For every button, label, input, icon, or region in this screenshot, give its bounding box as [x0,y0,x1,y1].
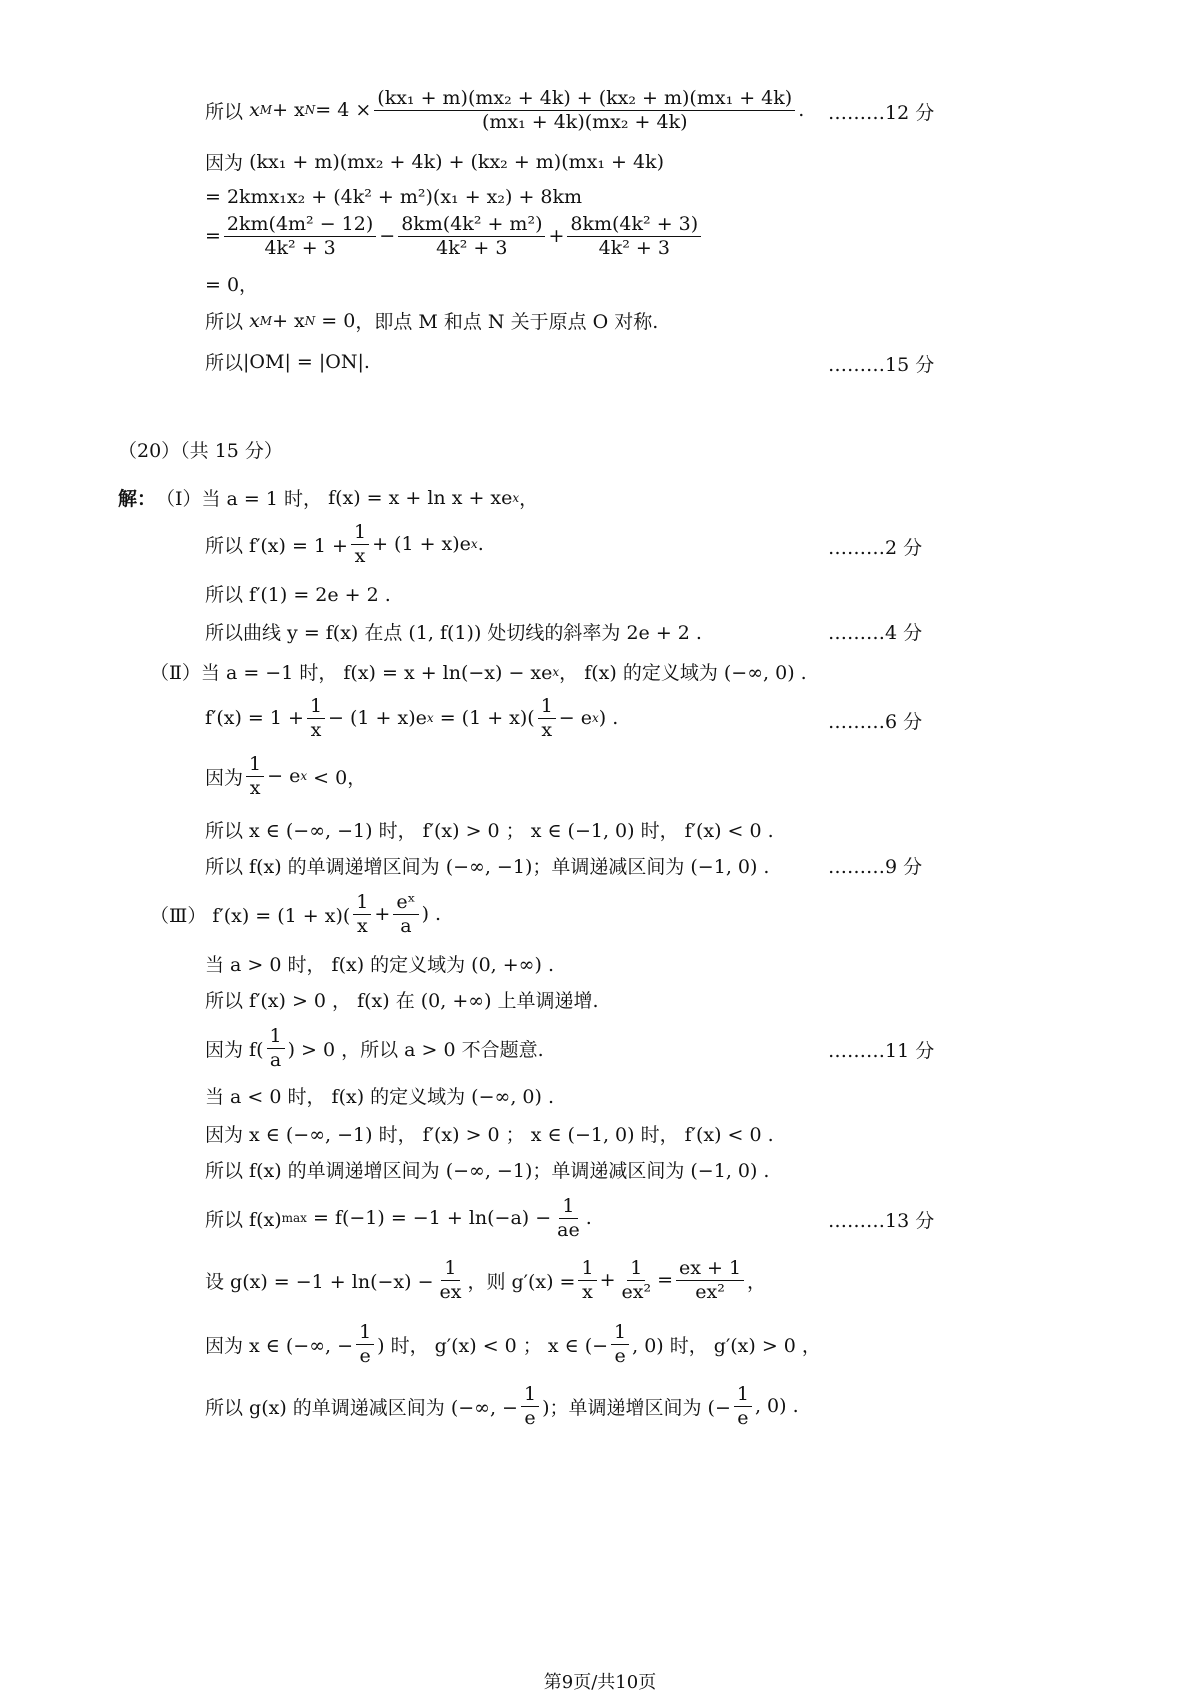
frac-1-over-ex2 [619,1258,655,1303]
frac-num: 1 [538,696,556,719]
frac-den: a [269,1048,282,1071]
frac-den: ex [439,1280,462,1303]
aneg-mono-line [205,1156,940,1183]
frac-term-1 [224,214,376,259]
lt-zero: < 0， [313,766,367,789]
g-sign-line [205,1322,940,1367]
frac-den: e [359,1344,371,1367]
fmax-a: 所以 f(x) [205,1208,282,1231]
mono2-text: 所以 f(x) 的单调递增区间为 (−∞, −1)；单调递减区间为 (−1, 0) . [205,856,770,878]
eq-4-times: = 4 × [315,99,372,122]
frac-den: e [737,1406,749,1429]
part2-line [150,658,940,685]
part3-c: ) . [421,903,442,926]
score-9: ………9 分 [828,856,923,878]
comma: ， [747,1270,767,1293]
part1-cond: （Ⅰ）当 a = 1 时， [156,488,323,510]
frac-num: 1 [307,696,325,719]
frac-term-1-num: 2km(4m² − 12) [224,214,376,237]
frac-1-over-x [351,522,369,567]
frac-1-over-e [356,1322,374,1367]
big-fraction-den: (mx₁ + 4k)(mx₂ + 4k) [481,110,688,133]
frac-den: x [541,718,553,741]
label-suoyi-3: 所以 [205,352,244,374]
frac-ex-over-a [393,892,418,937]
var-x: x [249,99,260,122]
frac-num: eˣ [393,892,418,915]
frac-num: 1 [734,1384,752,1407]
score-13: ………13 分 [828,1210,935,1232]
because-expr: (kx₁ + m)(mx₂ + 4k) + (kx₂ + m)(mx₁ + 4k) [249,150,664,173]
label-suoyi: 所以 [205,100,244,123]
slope-text: 所以曲线 y = f(x) 在点 (1, f(1)) 处切线的斜率为 2e + 2 . [205,622,702,644]
frac-num: 1 [267,1026,285,1049]
plus: + [374,903,391,926]
frac-1-over-e [611,1322,629,1367]
frac-1-over-a [267,1026,285,1071]
aneg-sign-line [205,1120,940,1147]
minus-sign: − [379,225,396,248]
gsign-c: , 0) 时， g′(x) > 0 ， [632,1334,821,1357]
sup-x: x [426,711,434,726]
part1-f: f(x) = x + ln x + xe [328,486,513,509]
frac-den: x [356,914,368,937]
om-equals-on: |OM| = |ON|. [243,350,370,373]
f1-line [205,580,940,607]
eq-sign: = [205,225,221,248]
frac-num: ex + 1 [676,1258,744,1281]
score-15: ………15 分 [828,354,935,376]
frac-den: x [582,1280,593,1303]
sign2-line [205,816,940,843]
aneg-sign: 因为 x ∈ (−∞, −1) 时， f′(x) > 0 ； x ∈ (−1, 0) 时， f′(x) < 0 . [205,1124,774,1146]
fprime1-rhs: + (1 + x)e [372,533,471,556]
part1-line [118,484,940,511]
frac-den: e [524,1406,536,1429]
frac-term-2-num: 8km(4k² + m²) [398,214,545,237]
sup-x: x [592,711,599,726]
gsign-a: 因为 x ∈ (−∞, − [205,1334,354,1357]
expand-expr: = 2kmx₁x₂ + (4k² + m²)(x₁ + x₂) + 8km [205,186,583,208]
frac-num: 1 [559,1196,577,1219]
sup-x: x [552,664,560,679]
zero-line [205,270,940,297]
eq-zero: = 0 [315,309,356,332]
sup-x: x [470,537,478,552]
frac-num: 1 [353,892,371,915]
frac-num: 1 [578,1258,596,1281]
apos-domain: 当 a > 0 时， f(x) 的定义域为 (0, +∞) . [205,954,555,976]
sub-m: M [259,103,273,118]
score-4: ………4 分 [828,622,923,644]
frac-den: ae [557,1218,580,1241]
label-yinwei: 因为 [205,152,244,174]
frac-1-over-x [307,696,325,741]
because-ineq-line [205,754,940,799]
frac-1-over-ex [436,1258,464,1303]
frac-1-over-x [578,1258,596,1303]
frac-den: e [614,1344,626,1367]
plus-sign: + [548,225,565,248]
score-6: ………6 分 [828,711,923,733]
sup-x: x [300,769,308,784]
frac-1-over-ae [554,1196,583,1241]
frac-term-2 [398,214,545,259]
frac-den: x [354,544,366,567]
page-footer: 第9页/共10页 [543,1672,657,1693]
gmono-b: )；单调递增区间为 (− [542,1396,731,1419]
frac-term-3-den: 4k² + 3 [598,236,670,259]
frac-num: 1 [351,522,369,545]
fmax-b: = f(−1) = −1 + ln(−a) − [312,1207,552,1230]
part1-sup: x [512,490,520,505]
score-12: ………12 分 [828,102,935,124]
sub-m-2: M [259,313,273,328]
var-x-2: x [249,309,260,332]
fprime1-lhs: 所以 f′(x) = 1 + [205,534,348,557]
frac-num: 1 [627,1258,645,1281]
sub-n-2: N [304,313,316,328]
frac-num: 1 [441,1258,459,1281]
gsign-b: ) 时， g′(x) < 0 ； x ∈ (− [377,1334,609,1357]
frac-num: 1 [356,1322,374,1345]
symmetry-tail: ，即点 M 和点 N 关于原点 O 对称. [355,311,659,333]
period: . [798,99,805,122]
sub-n: N [304,103,316,118]
part2-fp-e: ) . [598,707,619,730]
zero-comma: = 0， [205,274,259,296]
minus-e: − e [267,765,301,788]
problem-heading [118,436,940,463]
frac-term-1-den: 4k² + 3 [264,236,336,259]
part2-fp-a: f′(x) = 1 + [205,707,304,730]
frac-term-3 [567,214,701,259]
frac-num: 1 [611,1322,629,1345]
g-b: ，则 g′(x) = [467,1270,576,1293]
part1-end: ， [519,488,539,510]
plus-x: + x [272,99,305,122]
apos-because-b: ) > 0 ，所以 a > 0 不合题意. [287,1038,544,1061]
plus-x-2: + x [272,309,305,332]
frac-den: x [249,776,261,799]
frac-1-over-e [521,1384,539,1429]
score-11: ………11 分 [828,1040,935,1062]
g-def-line [205,1258,940,1303]
aneg-mono: 所以 f(x) 的单调递增区间为 (−∞, −1)；单调递减区间为 (−1, 0) . [205,1160,770,1182]
fmax-line: 所以 f(x) max = f(−1) = −1 + ln(−a) − $\frac{1}{ae}$ . [205,1195,592,1241]
part3-a: （Ⅲ） f′(x) = (1 + x)( [150,904,351,927]
frac-num: 1 [246,754,264,777]
f1-value: 所以 f′(1) = 2e + 2 . [205,584,391,606]
aneg-domain-line [205,1082,940,1109]
part3-line [150,892,940,937]
sign2-text: 所以 x ∈ (−∞, −1) 时， f′(x) > 0 ； x ∈ (−1, 0) 时， f′(x) < 0 . [205,820,774,842]
part2-cond: （Ⅱ）当 a = −1 时， f(x) = x + ln(−x) − xe [150,662,553,684]
frac-ex1-over-ex2 [676,1258,744,1303]
apos-inc-line [205,986,940,1013]
gmono-a: 所以 g(x) 的单调递减区间为 (−∞, − [205,1396,518,1419]
frac-num: 1 [521,1384,539,1407]
because-line [205,148,940,175]
g-a: 设 g(x) = −1 + ln(−x) − [205,1270,434,1293]
because-label: 因为 [205,766,244,789]
part2-fp-c: = (1 + x)( [439,707,535,730]
score-2: ………2 分 [828,537,923,559]
three-fractions-line [205,214,940,259]
frac-1-over-x [246,754,264,799]
frac-den: x [310,718,322,741]
big-fraction [374,88,795,133]
label-suoyi-2: 所以 [205,311,244,333]
solution-label: 解： [118,488,157,510]
apos-inc: 所以 f′(x) > 0 ， f(x) 在 (0, +∞) 上单调递增. [205,990,599,1012]
part2-domain: ， f(x) 的定义域为 (−∞, 0) . [559,662,807,684]
frac-den: ex² [621,1280,652,1303]
gmono-c: , 0) . [754,1395,799,1418]
big-fraction-num: (kx₁ + m)(mx₂ + 4k) + (kx₂ + m)(mx₁ + 4k) [374,88,795,111]
plus: + [599,1269,616,1292]
apos-domain-line [205,950,940,977]
expand-line [205,186,940,208]
frac-1-over-x [353,892,371,937]
frac-1-over-e [734,1384,752,1429]
equals: = [657,1269,673,1292]
frac-term-2-den: 4k² + 3 [436,236,508,259]
problem-20-heading: （20）（共 15 分） [118,440,283,462]
frac-1-over-x [538,696,556,741]
frac-den: ex² [695,1280,725,1303]
frac-term-3-num: 8km(4k² + 3) [567,214,701,237]
period: . [585,1207,592,1230]
g-mono-line [205,1384,940,1429]
apos-because-a: 因为 f( [205,1038,264,1061]
period: . [477,533,484,556]
frac-den: a [400,914,412,937]
symmetry-line [205,307,940,334]
part2-fp-d: − e [558,707,593,730]
part2-fp-b: − (1 + x)e [328,707,427,730]
aneg-domain: 当 a < 0 时， f(x) 的定义域为 (−∞, 0) . [205,1086,555,1108]
